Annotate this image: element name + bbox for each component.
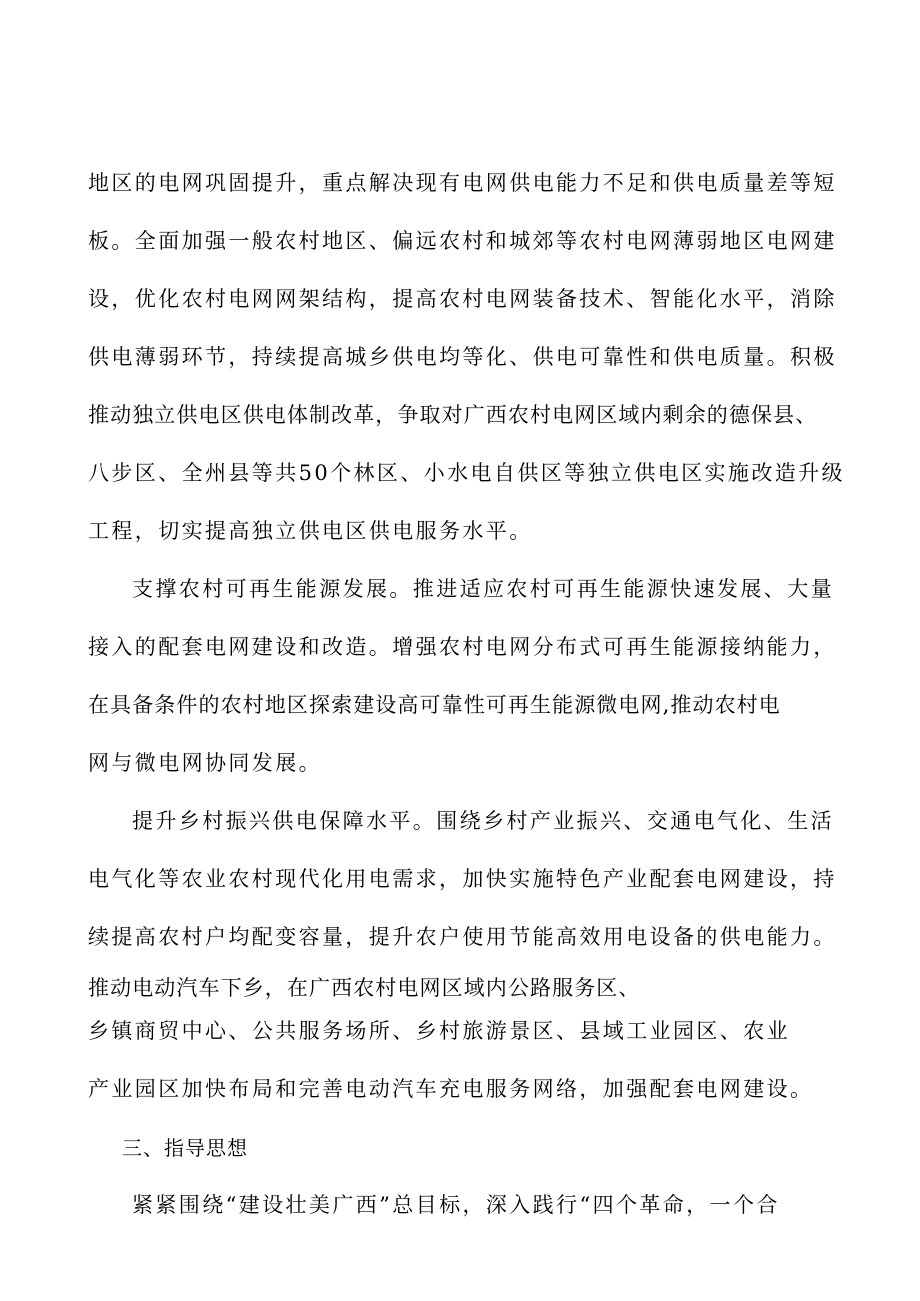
paragraph-line: 乡镇商贸中心、公共服务场所、乡村旅游景区、县域工业园区、农业 — [88, 1019, 790, 1043]
paragraph-line: 设，优化农村电网网架结构，提高农村电网装备技术、智能化水平，消除 — [88, 287, 837, 311]
paragraph-line: 八步区、全州县等共50个林区、小水电自供区等独立供电区实施改造升级 — [88, 461, 845, 485]
section-heading: 三、指导思想 — [122, 1136, 248, 1160]
paragraph-line: 推动电动汽车下乡，在广西农村电网区域内公路服务区、 — [88, 976, 641, 1000]
paragraph-line: 板。全面加强一般农村地区、偏远农村和城郊等农村电网薄弱地区电网建 — [88, 229, 837, 253]
paragraph-line: 网与微电网协同发展。 — [88, 751, 322, 775]
paragraph-line: 地区的电网巩固提升，重点解决现有电网供电能力不足和供电质量差等短 — [88, 171, 837, 195]
paragraph-line: 在具备条件的农村地区探索建设高可靠性可再生能源微电网,推动农村电 — [88, 693, 781, 717]
paragraph-line: 续提高农村户均配变容量，提升农户使用节能高效用电设备的供电能力。 — [88, 925, 837, 949]
paragraph-line: 工程，切实提高独立供电区供电服务水平。 — [88, 519, 533, 543]
paragraph-line: 支撑农村可再生能源发展。推进适应农村可再生能源快速发展、大量 — [132, 577, 834, 601]
paragraph-line: 推动独立供电区供电体制改革，争取对广西农村电网区域内剩余的德保县、 — [88, 403, 818, 427]
paragraph-line: 供电薄弱环节，持续提高城乡供电均等化、供电可靠性和供电质量。积极 — [88, 345, 837, 369]
paragraph-line: 电气化等农业农村现代化用电需求，加快实施特色产业配套电网建设，持 — [88, 867, 837, 891]
paragraph-line: 产业园区加快布局和完善电动汽车充电服务网络，加强配套电网建设。 — [88, 1077, 814, 1101]
paragraph-line: 紧紧围绕“建设壮美广西”总目标，深入践行“四个革命，一个合 — [132, 1193, 780, 1217]
paragraph-line: 接入的配套电网建设和改造。增强农村电网分布式可再生能源接纳能力， — [88, 635, 837, 659]
paragraph-line: 提升乡村振兴供电保障水平。围绕乡村产业振兴、交通电气化、生活 — [132, 809, 834, 833]
